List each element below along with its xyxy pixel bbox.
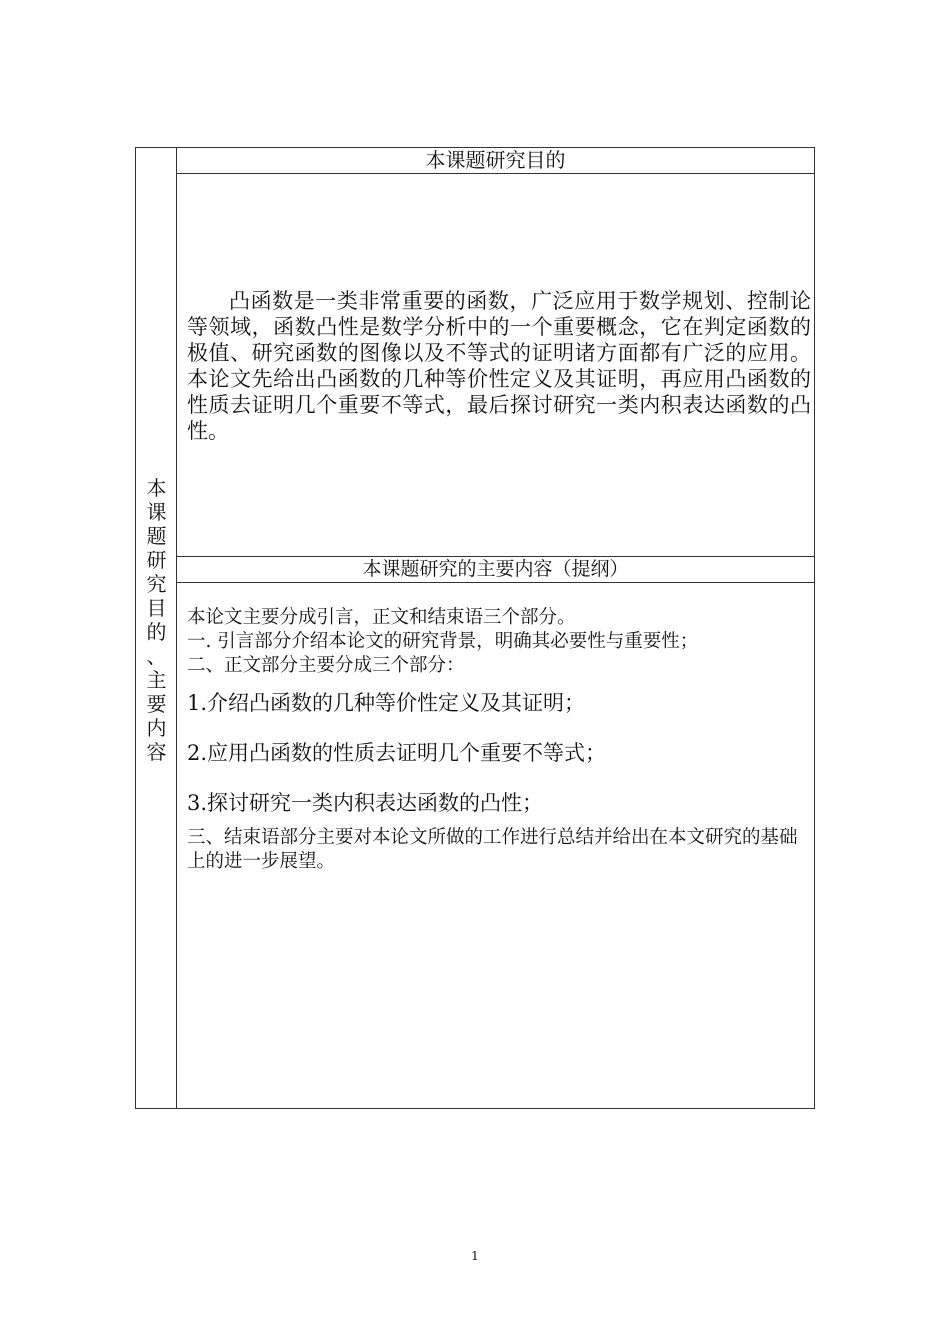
- side-label-char: 目: [146, 596, 167, 620]
- side-label-char: 究: [146, 572, 167, 596]
- side-label-char: 内: [146, 716, 167, 740]
- side-label-char: 、: [146, 644, 167, 668]
- side-label-column: [136, 148, 177, 1108]
- side-label-char: 的: [146, 620, 167, 644]
- outline-item-3: 3.探讨研究一类内积表达函数的凸性；: [187, 791, 544, 815]
- outline-item-2: 2.应用凸函数的性质去证明几个重要不等式；: [187, 741, 607, 765]
- side-label-char: 题: [146, 524, 167, 548]
- page-number: 1: [471, 1249, 479, 1263]
- section-header-purpose: 本课题研究目的: [177, 148, 814, 174]
- side-label-char: 研: [146, 548, 167, 572]
- outline-line-2: 二、正文部分主要分成三个部分：: [187, 655, 465, 676]
- outline-line-3: 三、结束语部分主要对本论文所做的工作进行总结并给出在本文研究的基础上的进一步展望。: [187, 827, 798, 872]
- outline-intro: 本论文主要分成引言，正文和结束语三个部分。: [187, 607, 576, 628]
- side-label-char: 要: [146, 692, 167, 716]
- outline-line-1: 一. 引言部分介绍本论文的研究背景，明确其必要性与重要性；: [187, 631, 699, 652]
- content-outline: [187, 606, 811, 874]
- outline-item-1: 1.介绍凸函数的几种等价性定义及其证明；: [187, 691, 586, 715]
- proposal-form-table: [135, 147, 815, 1109]
- purpose-paragraph: 凸函数是一类非常重要的函数，广泛应用于数学规划、控制论等领域，函数凸性是数学分析中的一个重要概念，它在判定函数的极值、研究函数的图像以及不等式的证明诸方面都有广泛的应用。本论文先给出凸函数的几种等价性定义及其证明，再应用凸函数的性质去证明几个重要不等式，最后探讨研究一类内积表达函数的凸性。: [187, 289, 811, 443]
- side-label-char: 课: [146, 500, 167, 524]
- section-header-content: 本课题研究的主要内容（提纲）: [177, 556, 814, 583]
- side-label-text: [136, 476, 177, 764]
- side-label-char: 本: [146, 476, 167, 500]
- side-label-char: 容: [146, 740, 167, 764]
- side-label-char: 主: [146, 668, 167, 692]
